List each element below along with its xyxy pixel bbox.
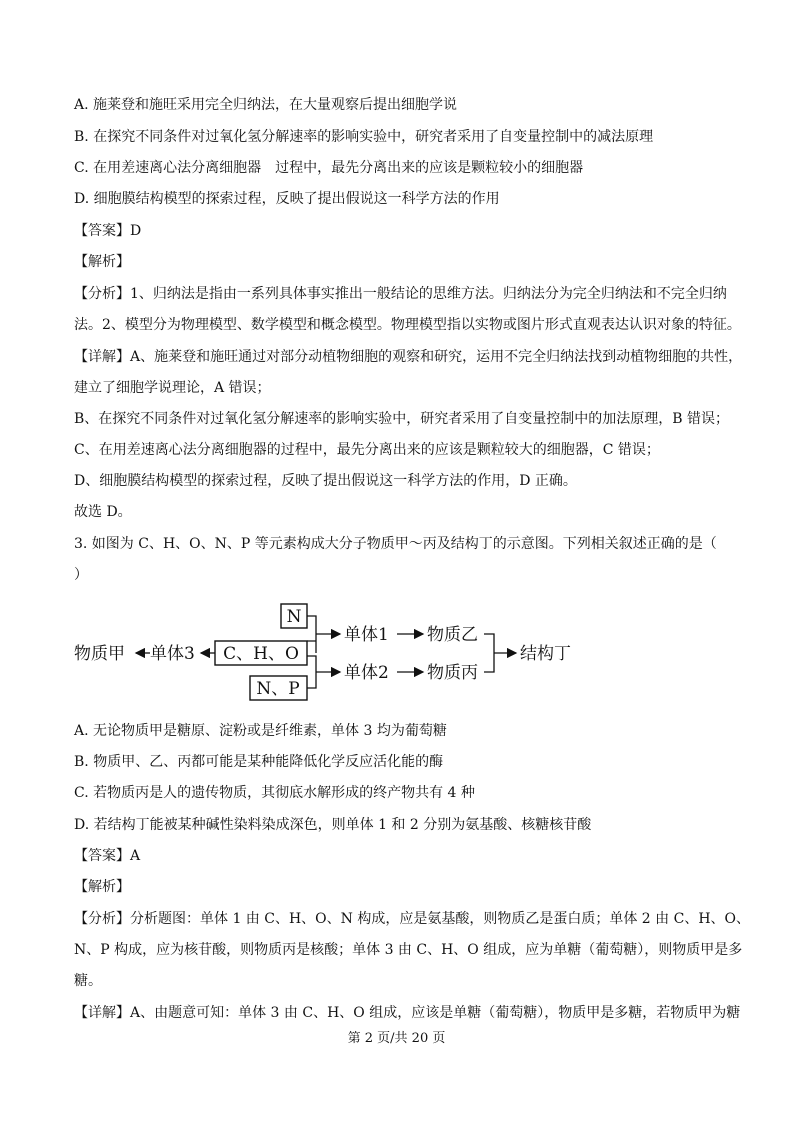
detail-line: 建立了细胞学说理论，A 错误； [74,380,271,396]
option-c-line: C. 在用差速离心法分离细胞器 过程中，最先分离出来的应该是颗粒较小的细胞器 [74,160,584,176]
detail-line: C、在用差速离心法分离细胞器的过程中，最先分离出来的应该是颗粒较大的细胞器，C 错误； [74,442,660,458]
substance-yi-label: 物质乙 [427,625,478,645]
answer-line: 【答案】D [74,223,142,239]
box-cho-label: C、H、O [223,644,299,664]
conclusion-line: 故选 D。 [74,504,132,520]
analysis-line: 法。2、模型分为物理模型、数学模型和概念模型。物理模型指以实物或图片形式直观表达认识对象的特征。 [74,317,741,333]
detail-line: 【详解】A、由题意可知：单体 3 由 C、H、O 组成，应该是单糖（葡萄糖），物质甲是多糖，若物质甲为糖 [74,1005,741,1021]
substance-jia-label: 物质甲 [74,644,125,664]
detail-line: D、细胞膜结构模型的探索过程，反映了提出假说这一科学方法的作用，D 正确。 [74,473,577,489]
analysis-line: 【分析】1、归纳法是指由一系列具体事实推出一般结论的思维方法。归纳法分为完全归纳法和不完全归纳 [74,286,727,302]
analysis-line: 【分析】分析题图：单体 1 由 C、H、O、N 构成，应是氨基酸，则物质乙是蛋白质；单体 2 由 C、H、O、 [74,911,751,927]
bracket-top [307,616,340,653]
analysis-line: 糖。 [74,973,102,989]
option-a-line: A. 无论物质甲是糖原、淀粉或是纤维素，单体 3 均为葡萄糖 [74,723,447,739]
monomer1-label: 单体1 [344,625,389,645]
element-composition-diagram [70,596,600,706]
explanation-heading: 【解析】 [74,879,130,895]
monomer3-label: 单体3 [150,644,195,664]
bracket-bottom [307,656,340,688]
page-number-footer: 第 2 页/共 20 页 [347,1031,446,1046]
structure-ding-label: 结构丁 [520,644,571,664]
bracket-right [484,634,516,672]
box-n-label: N [286,607,302,627]
question-stem: ） [74,567,88,583]
option-d-line: D. 细胞膜结构模型的探索过程，反映了提出假说这一科学方法的作用 [74,191,500,207]
monomer2-label: 单体2 [344,663,389,683]
option-b-line: B. 在探究不同条件对过氧化氢分解速率的影响实验中，研究者采用了自变量控制中的减法原理 [74,129,654,145]
box-np-label: N、P [256,679,300,699]
explanation-heading: 【解析】 [74,254,130,270]
detail-line: 【详解】A、施莱登和施旺通过对部分动植物细胞的观察和研究，运用不完全归纳法找到动植物细胞的共性， [74,349,743,365]
detail-line: B、在探究不同条件对过氧化氢分解速率的影响实验中，研究者采用了自变量控制中的加法原理，B 错误； [74,411,730,427]
substance-bing-label: 物质丙 [427,663,478,683]
option-c-line: C. 若物质丙是人的遗传物质，其彻底水解形成的终产物共有 4 种 [74,785,475,801]
option-d-line: D. 若结构丁能被某种碱性染料染成深色，则单体 1 和 2 分别为氨基酸、核糖核苷酸 [74,817,592,833]
analysis-line: N、P 构成，应为核苷酸，则物质丙是核酸；单体 3 由 C、H、O 组成，应为单糖（葡萄糖），则物质甲是多 [74,942,743,958]
question-stem: 3. 如图为 C、H、O、N、P 等元素构成大分子物质甲～丙及结构丁的示意图。下列相关叙述正确的是（ [74,536,717,552]
answer-line: 【答案】A [74,848,141,864]
option-a-line: A. 施莱登和施旺采用完全归纳法，在大量观察后提出细胞学说 [74,97,458,113]
option-b-line: B. 物质甲、乙、丙都可能是某种能降低化学反应活化能的酶 [74,754,444,770]
